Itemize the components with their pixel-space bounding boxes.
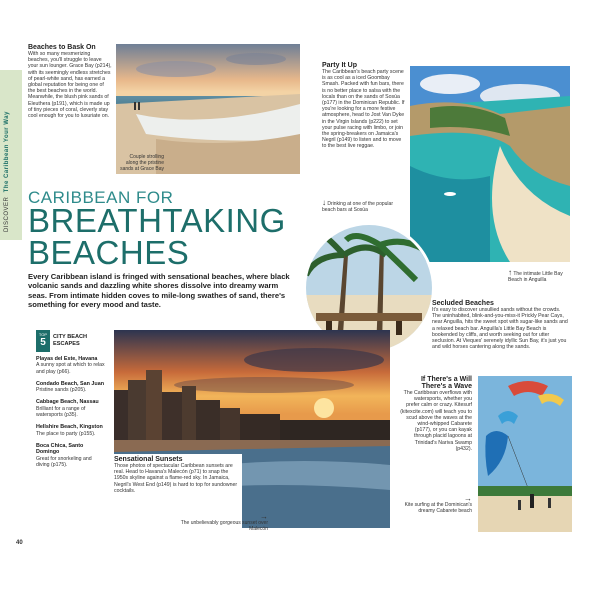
kitesurf-photo xyxy=(478,376,572,532)
page-number: 40 xyxy=(16,540,23,546)
sunsets-caption: The unbelievably gorgeous sunset over Malecón xyxy=(180,520,268,532)
list-item-name: Playas del Este, Havana xyxy=(36,356,98,362)
party-it-up-heading: Party It Up xyxy=(322,62,358,69)
right-arrow-icon: → xyxy=(260,512,268,521)
title-line-3: BEACHES xyxy=(28,234,190,271)
list-item-name: Cabbage Beach, Nassau xyxy=(36,399,99,406)
list-item xyxy=(36,399,106,418)
party-it-up-body: The Caribbean's beach party scene is as cool as a iced Goombay Smash. Packed with fun bars, there is no better place to salsa with the locals than on the sands of Sosúa (p177) in the Dominican Republic. If you're looking for a more festive atmosphere, head to Jost Van Dyke in the Virgin Islands (p222) to set your pulse racing with limbo, or join the spring-breakers on Jamaica's Negril (p149) to listen and to move to the best live reggae. xyxy=(322,69,405,150)
wave-caption: Kite surfing at the Dominican's dreamy Cabarete beach xyxy=(404,502,472,514)
side-tab-prefix: DISCOVER xyxy=(4,196,10,232)
list-item-desc: Great for snorkeling and diving (p175). xyxy=(36,455,92,468)
list-item xyxy=(36,381,106,394)
sunsets-body: Those photos of spectacular Caribbean sunsets are real. Head to Havana's Malecón (p71) to snap the 1950s skyline against a flame-red sky. In Jamaica, Negril's West End (p149) is hard to top for sundowner cocktails. xyxy=(114,463,238,494)
list-item-name: Hellshire Beach, Kingston xyxy=(36,424,103,431)
beaches-to-bask-block xyxy=(28,44,112,119)
anguilla-caption: The intimate Little Bay Beach in Anguilla xyxy=(508,271,563,283)
top5-badge xyxy=(36,330,50,352)
anguilla-caption-block xyxy=(508,270,568,283)
side-tab-section: The Caribbean Your Way xyxy=(4,111,10,193)
wave-caption-block xyxy=(400,496,472,514)
anguilla-photo xyxy=(410,66,570,262)
title-line-1: CARIBBEAN FOR xyxy=(28,188,174,207)
wave-heading: If There's a Will There's a Wave xyxy=(420,376,472,390)
down-arrow-icon: ↓ xyxy=(322,198,326,207)
side-tab-label xyxy=(4,111,10,232)
top5-top-label: TOP xyxy=(38,332,48,337)
list-item xyxy=(36,443,106,468)
list-item-name: Boca Chica, Santo Domingo xyxy=(36,442,84,456)
sunsets-heading: Sensational Sunsets xyxy=(114,456,183,463)
top5-heading: CITY BEACH ESCAPES xyxy=(53,334,88,347)
list-item-desc: Brilliant for a range of watersports (p35). xyxy=(36,405,86,419)
list-item-desc: Pristine sands (p205). xyxy=(36,387,87,394)
list-item-desc: A sunny spot at which to relax and play (p66). xyxy=(36,362,105,375)
secluded-heading: Secluded Beaches xyxy=(432,300,494,307)
secluded-body: It's easy to discover unsullied sands without the crowds. The uninhabited, blink-and-you-miss-it Prickly Pear Cays, near Anguilla, hits the sweet spot with sugar-like sands and a relaxed beach bar. Anguilla's Little Bay Beach is bookended by cliffs, and worth seeking out for utter seclusion. At Vieques' serenely idyllic Sun Bay, it's just you and wild horses cantering along the sands. xyxy=(432,307,568,351)
list-item xyxy=(36,356,106,375)
list-item-name: Condado Beach, San Juan xyxy=(36,380,104,387)
sosua-caption: Drinking at one of the popular beach bars at Sosúa xyxy=(322,201,393,213)
intro-paragraph: Every Caribbean island is fringed with sensational beaches, where black volcanic sands and dazzling white shores dissolve into dreamy warm seas. From intimate hidden coves to mile-long swathes of sand, there's something for every mood and taste. xyxy=(28,272,290,310)
secluded-block xyxy=(432,300,568,350)
sunsets-caption-block xyxy=(178,514,268,532)
wave-body: The Caribbean overflows with watersports, whether you prefer calm or crazy. Kitesurf (kitexcite.com) will teach you to scud above the waves at the wind-whipped Cabarete (p177), or you can kayak through placid lagoons at Trinidad's Nariva Swamp (p432). xyxy=(400,390,472,452)
wave-block xyxy=(400,376,472,452)
party-it-up-block xyxy=(322,62,406,150)
title-line-2: BREATHTAKING xyxy=(28,202,286,239)
beaches-to-bask-body: With so many mesmerizing beaches, you'll struggle to leave your sun lounger. Grace Bay (p214), with its seemingly endless stretches of pearl-white sand, has earned a global reputation for being one of the best beaches in the world. Meanwhile, the blush pink sands of Eleuthera (p191), which is made up of tiny pieces of coral, cleverly stay cool enough for you to luxuriate on. xyxy=(28,51,112,120)
right-arrow-icon: → xyxy=(464,494,472,503)
list-item-desc: The place to party (p155). xyxy=(36,430,96,437)
up-arrow-icon: ↑ xyxy=(508,268,512,277)
sosua-caption-block xyxy=(322,200,406,213)
top5-number: 5 xyxy=(40,337,46,348)
list-item xyxy=(36,424,106,437)
beaches-to-bask-heading: Beaches to Bask On xyxy=(28,44,96,51)
top5-list xyxy=(36,356,106,474)
grace-bay-caption: Couple strolling along the pristine sands at Grace Bay xyxy=(120,154,164,172)
